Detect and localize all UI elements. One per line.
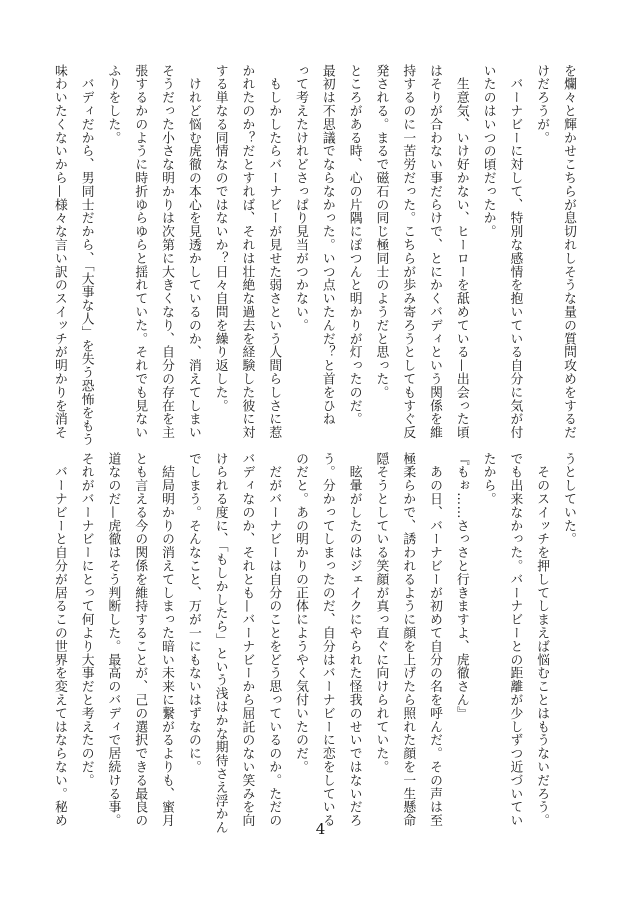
text-line: 道なのだ—虎徹はそう判断した。最高のバディで居続ける事。 bbox=[105, 452, 121, 828]
text-line: 味わいたくないから—様々な言い訳のスイッチが明かりを消そ bbox=[51, 64, 67, 440]
text-line: でしまう。そんなこと、万が一にもないはずなのに。 bbox=[185, 452, 201, 774]
text-line: たから。 bbox=[480, 452, 496, 506]
text-line: 持するのに一苦労だった。こちらが歩み寄ろうとしてもすぐ反 bbox=[400, 64, 416, 440]
text-line: のだと。あの明かりの正体にようやく気付いたのだ。 bbox=[293, 452, 309, 774]
text-line: もしかしたらバーナビーが見せた弱さという人間らしさに惹 bbox=[266, 64, 282, 440]
text-line: って考えたけれどさっぱり見当がつかない。 bbox=[293, 64, 309, 332]
text-line: うとしていた。 bbox=[561, 452, 576, 546]
top-text-block bbox=[51, 64, 581, 447]
text-line: そうだった小さな明かりは次第に大きくなり、自分の存在を主 bbox=[159, 64, 175, 440]
text-line: 隠そうとしている笑顔が真っ直ぐに向けられていた。 bbox=[373, 452, 389, 774]
text-line: でも出来なかった。バーナビーとの距離が少しずつ近づいてい bbox=[507, 452, 523, 828]
text-line: ふりをした。 bbox=[105, 64, 121, 145]
text-line: 眩暈がしたのはジェイクにやられた怪我のせいではないだろ bbox=[346, 452, 362, 828]
text-line: けられる度に、「もしかしたら」という浅はかな期待さえ浮かん bbox=[212, 452, 228, 835]
text-line: を爛々と輝かせこちらが息切れしそうな量の質問攻めをするだ bbox=[561, 64, 576, 440]
text-line: 張するかのように時折ゆらゆらと揺れていた。それでも見ない bbox=[132, 64, 148, 440]
text-line: 最初は不思議でならなかった。いつ点いたんだ？と首をひね bbox=[319, 64, 335, 426]
text-line: あの日、バーナビーが初めて自分の名を呼んだ。その声は至 bbox=[427, 452, 443, 828]
text-line: 極柔らかで、誘われるように顔を上げたら照れた顔を一生懸命 bbox=[400, 452, 416, 828]
text-line: バディだから、男同士だから、「大事な人」を失う恐怖をもう bbox=[78, 64, 94, 447]
text-line: ところがある時、心の片隅にぽつんと明かりが灯ったのだ。 bbox=[346, 64, 362, 426]
text-line: する単なる同情なのではないか？日々自問を繰り返した。 bbox=[212, 64, 228, 413]
text-line: バーナビーと自分が居るこの世界を変えてはならない。秘め bbox=[51, 452, 67, 828]
text-line: 『もぉ……さっさと行きますよ、虎徹さん』 bbox=[453, 452, 469, 720]
text-line: 発される。まるで磁石の同じ極同士のようだと思った。 bbox=[373, 64, 389, 399]
text-line: けれど悩む虎徹の本心を見透かしているのか、消えてしまい bbox=[185, 64, 201, 440]
text-line: 結局明かりの消えてしまった暗い未来に繋がるよりも、蜜月 bbox=[159, 452, 175, 828]
text-line: う。分かってしまったのだ、自分はバーナビーに恋をしている bbox=[319, 452, 335, 828]
text-line: かれたのか？だとすれば、それは壮絶な過去を経験した彼に対 bbox=[239, 64, 255, 440]
text-line: それがバーナビーにとって何より大事だと考えたのだ。 bbox=[78, 452, 94, 787]
text-line: だがバーナビーは自分のことをどう思っているのか。ただの bbox=[266, 452, 282, 828]
bottom-text-block bbox=[51, 452, 581, 835]
text-line: バーナビーに対して、特別な感情を抱いている自分に気が付 bbox=[507, 64, 523, 440]
text-line: バディなのか、それとも—バーナビーから屈託のない笑みを向 bbox=[239, 452, 255, 828]
page-number: 4 bbox=[315, 820, 326, 838]
text-line: はそりが合わない事だらけで、とにかくバディという関係を維 bbox=[427, 64, 443, 440]
text-line: とも言える今の関係を維持することが、己の選択できる最良の bbox=[132, 452, 148, 828]
text-line: いたのはいつの頃だったか。 bbox=[480, 64, 496, 239]
text-line: 生意気、いけ好かない、ヒーローを舐めている—出会った頃 bbox=[453, 64, 469, 440]
text-line: けだろうが。 bbox=[534, 64, 550, 145]
text-line: そのスイッチを押してしまえば悩むことはもうないだろう。 bbox=[534, 452, 550, 828]
